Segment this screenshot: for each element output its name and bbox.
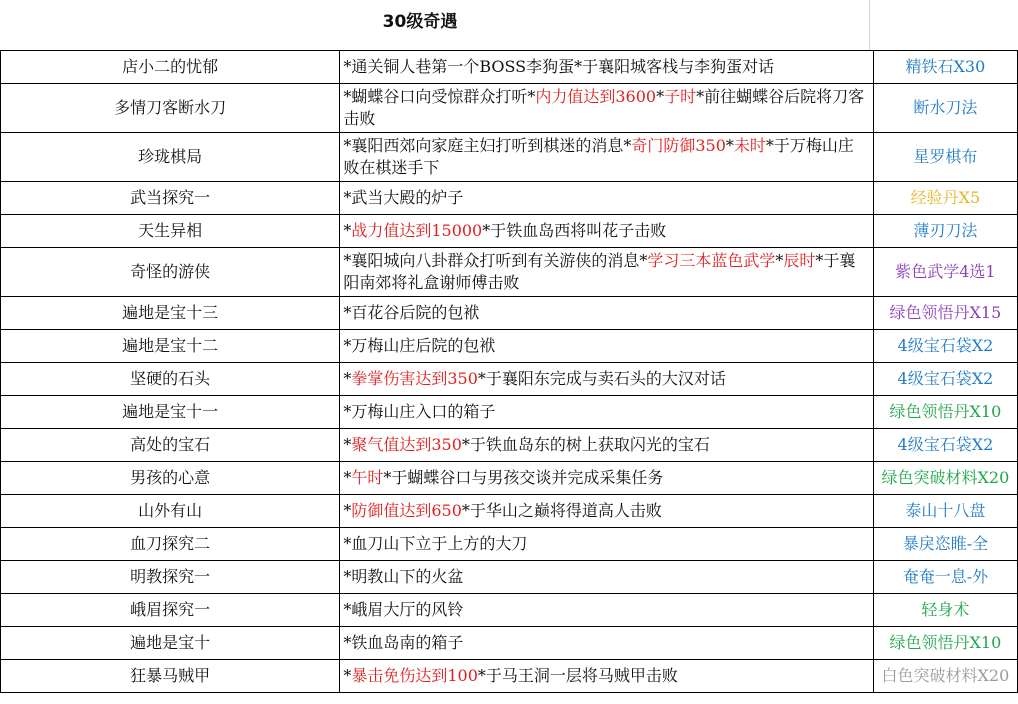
desc-text: * [775,251,784,270]
table-row [1,660,1018,693]
reward-cell[interactable]: 星罗棋布 [873,133,1017,182]
reward-cell[interactable]: 薄刃刀法 [873,215,1017,248]
desc-text: *通关铜人巷第一个BOSS李狗蛋*于襄阳城客栈与李狗蛋对话 [343,57,775,76]
table-row [1,462,1018,495]
table-row [1,182,1018,215]
encounter-name-cell[interactable]: 珍珑棋局 [1,133,340,182]
requirement-highlight: 拳掌伤害达到350 [351,369,478,388]
table-row [1,561,1018,594]
reward-cell[interactable]: 4级宝石袋X2 [873,330,1017,363]
desc-text: * [343,468,352,487]
encounter-desc-cell[interactable] [340,594,874,627]
encounter-desc-cell[interactable] [340,429,874,462]
desc-text: *百花谷后院的包袱 [343,303,480,322]
table-row [1,215,1018,248]
desc-text: *襄阳西郊向家庭主妇打听到棋迷的消息* [343,136,632,155]
encounter-name-cell[interactable]: 坚硬的石头 [1,363,340,396]
encounter-name-cell[interactable]: 多情刀客断水刀 [1,84,340,133]
reward-cell[interactable]: 4级宝石袋X2 [873,363,1017,396]
table-row [1,429,1018,462]
table-body [1,51,1018,693]
encounter-name-cell[interactable]: 男孩的心意 [1,462,340,495]
encounter-name-cell[interactable]: 遍地是宝十 [1,627,340,660]
table-row [1,495,1018,528]
encounter-name-cell[interactable]: 天生异相 [1,215,340,248]
reward-cell[interactable]: 紫色武学4选1 [873,248,1017,297]
encounter-desc-cell[interactable] [340,297,874,330]
requirement-highlight: 学习三本蓝色武学 [647,251,776,270]
table-row [1,363,1018,396]
reward-cell[interactable]: 绿色领悟丹X15 [873,297,1017,330]
desc-text: *蝴蝶谷口向受惊群众打听* [343,87,536,106]
table-row [1,594,1018,627]
desc-text: * [343,221,352,240]
desc-text: * [343,369,352,388]
desc-text: *前往蝴蝶谷后院将刀客击败 [343,87,865,128]
reward-cell[interactable]: 断水刀法 [873,84,1017,133]
desc-text: *于马王洞一层将马贼甲击败 [477,666,678,685]
encounter-name-cell[interactable]: 血刀探究二 [1,528,340,561]
reward-cell[interactable]: 轻身术 [873,594,1017,627]
encounter-desc-cell[interactable] [340,133,874,182]
desc-text: *襄阳城向八卦群众打听到有关游侠的消息* [343,251,648,270]
encounter-name-cell[interactable]: 狂暴马贼甲 [1,660,340,693]
table-row [1,528,1018,561]
reward-cell[interactable]: 精铁石X30 [873,51,1017,84]
table-row [1,330,1018,363]
reward-cell[interactable]: 绿色突破材料X20 [873,462,1017,495]
encounter-name-cell[interactable]: 奇怪的游侠 [1,248,340,297]
encounter-name-cell[interactable]: 明教探究一 [1,561,340,594]
requirement-highlight: 辰时 [783,251,816,270]
encounter-desc-cell[interactable] [340,528,874,561]
desc-text: *铁血岛南的箱子 [343,633,464,652]
encounter-desc-cell[interactable] [340,627,874,660]
sheet-title: 30级奇遇 [382,12,458,32]
table-row [1,84,1018,133]
encounter-name-cell[interactable]: 店小二的忧郁 [1,51,340,84]
desc-text: *于铁血岛西将叫花子击败 [482,221,667,240]
encounter-desc-cell[interactable] [340,330,874,363]
desc-text: *于襄阳东完成与卖石头的大汉对话 [477,369,726,388]
desc-text: *峨眉大厅的风铃 [343,600,464,619]
encounter-name-cell[interactable]: 山外有山 [1,495,340,528]
desc-text: *血刀山下立于上方的大刀 [343,534,528,553]
encounter-desc-cell[interactable] [340,363,874,396]
table-row [1,248,1018,297]
requirement-highlight: 午时 [351,468,384,487]
encounter-desc-cell[interactable] [340,495,874,528]
reward-cell[interactable]: 暴戾恣睢-全 [873,528,1017,561]
encounter-name-cell[interactable]: 峨眉探究一 [1,594,340,627]
encounter-desc-cell[interactable] [340,462,874,495]
requirement-highlight: 子时 [664,87,697,106]
title-row [0,0,1018,50]
reward-cell[interactable]: 白色突破材料X20 [873,660,1017,693]
requirement-highlight: 未时 [733,136,766,155]
desc-text: *于襄阳南郊将礼盒谢师傅击败 [343,251,856,292]
encounter-desc-cell[interactable] [340,396,874,429]
desc-text: *于万梅山庄败在棋迷手下 [343,136,854,177]
requirement-highlight: 内力值达到3600 [535,87,657,106]
desc-text: * [343,501,352,520]
desc-text: *明教山下的火盆 [343,567,464,586]
encounter-desc-cell[interactable] [340,182,874,215]
reward-cell[interactable]: 奄奄一息-外 [873,561,1017,594]
reward-cell[interactable]: 绿色领悟丹X10 [873,627,1017,660]
reward-cell[interactable]: 4级宝石袋X2 [873,429,1017,462]
encounter-name-cell[interactable]: 高处的宝石 [1,429,340,462]
encounter-desc-cell[interactable] [340,660,874,693]
requirement-highlight: 防御值达到650 [351,501,462,520]
table-row [1,396,1018,429]
desc-text: * [656,87,665,106]
encounter-desc-cell[interactable] [340,84,874,133]
table-row [1,297,1018,330]
encounter-desc-cell[interactable] [340,51,874,84]
desc-text: * [343,666,352,685]
desc-text: *万梅山庄后院的包袱 [343,336,496,355]
desc-text: * [343,435,352,454]
reward-cell[interactable]: 绿色领悟丹X10 [873,396,1017,429]
desc-text: *万梅山庄入口的箱子 [343,402,496,421]
encounter-name-cell[interactable]: 武当探究一 [1,182,340,215]
encounter-desc-cell[interactable] [340,561,874,594]
encounter-table [0,50,1018,693]
encounter-desc-cell[interactable] [340,215,874,248]
reward-cell[interactable]: 泰山十八盘 [873,495,1017,528]
desc-text: *武当大殿的炉子 [343,188,464,207]
requirement-highlight: 聚气值达到350 [351,435,462,454]
desc-text: *于蝴蝶谷口与男孩交谈并完成采集任务 [383,468,664,487]
encounter-name-cell[interactable]: 遍地是宝十一 [1,396,340,429]
requirement-highlight: 战力值达到15000 [351,221,483,240]
table-row [1,627,1018,660]
encounter-desc-cell[interactable] [340,248,874,297]
encounter-name-cell[interactable]: 遍地是宝十三 [1,297,340,330]
desc-text: *于铁血岛东的树上获取闪光的宝石 [461,435,710,454]
requirement-highlight: 暴击免伤达到100 [351,666,478,685]
requirement-highlight: 奇门防御350 [631,136,726,155]
encounter-name-cell[interactable]: 遍地是宝十二 [1,330,340,363]
desc-text: * [725,136,734,155]
reward-cell[interactable]: 经验丹X5 [873,182,1017,215]
desc-text: *于华山之巅将得道高人击败 [461,501,662,520]
gridline [869,0,870,50]
table-row [1,133,1018,182]
table-row [1,51,1018,84]
